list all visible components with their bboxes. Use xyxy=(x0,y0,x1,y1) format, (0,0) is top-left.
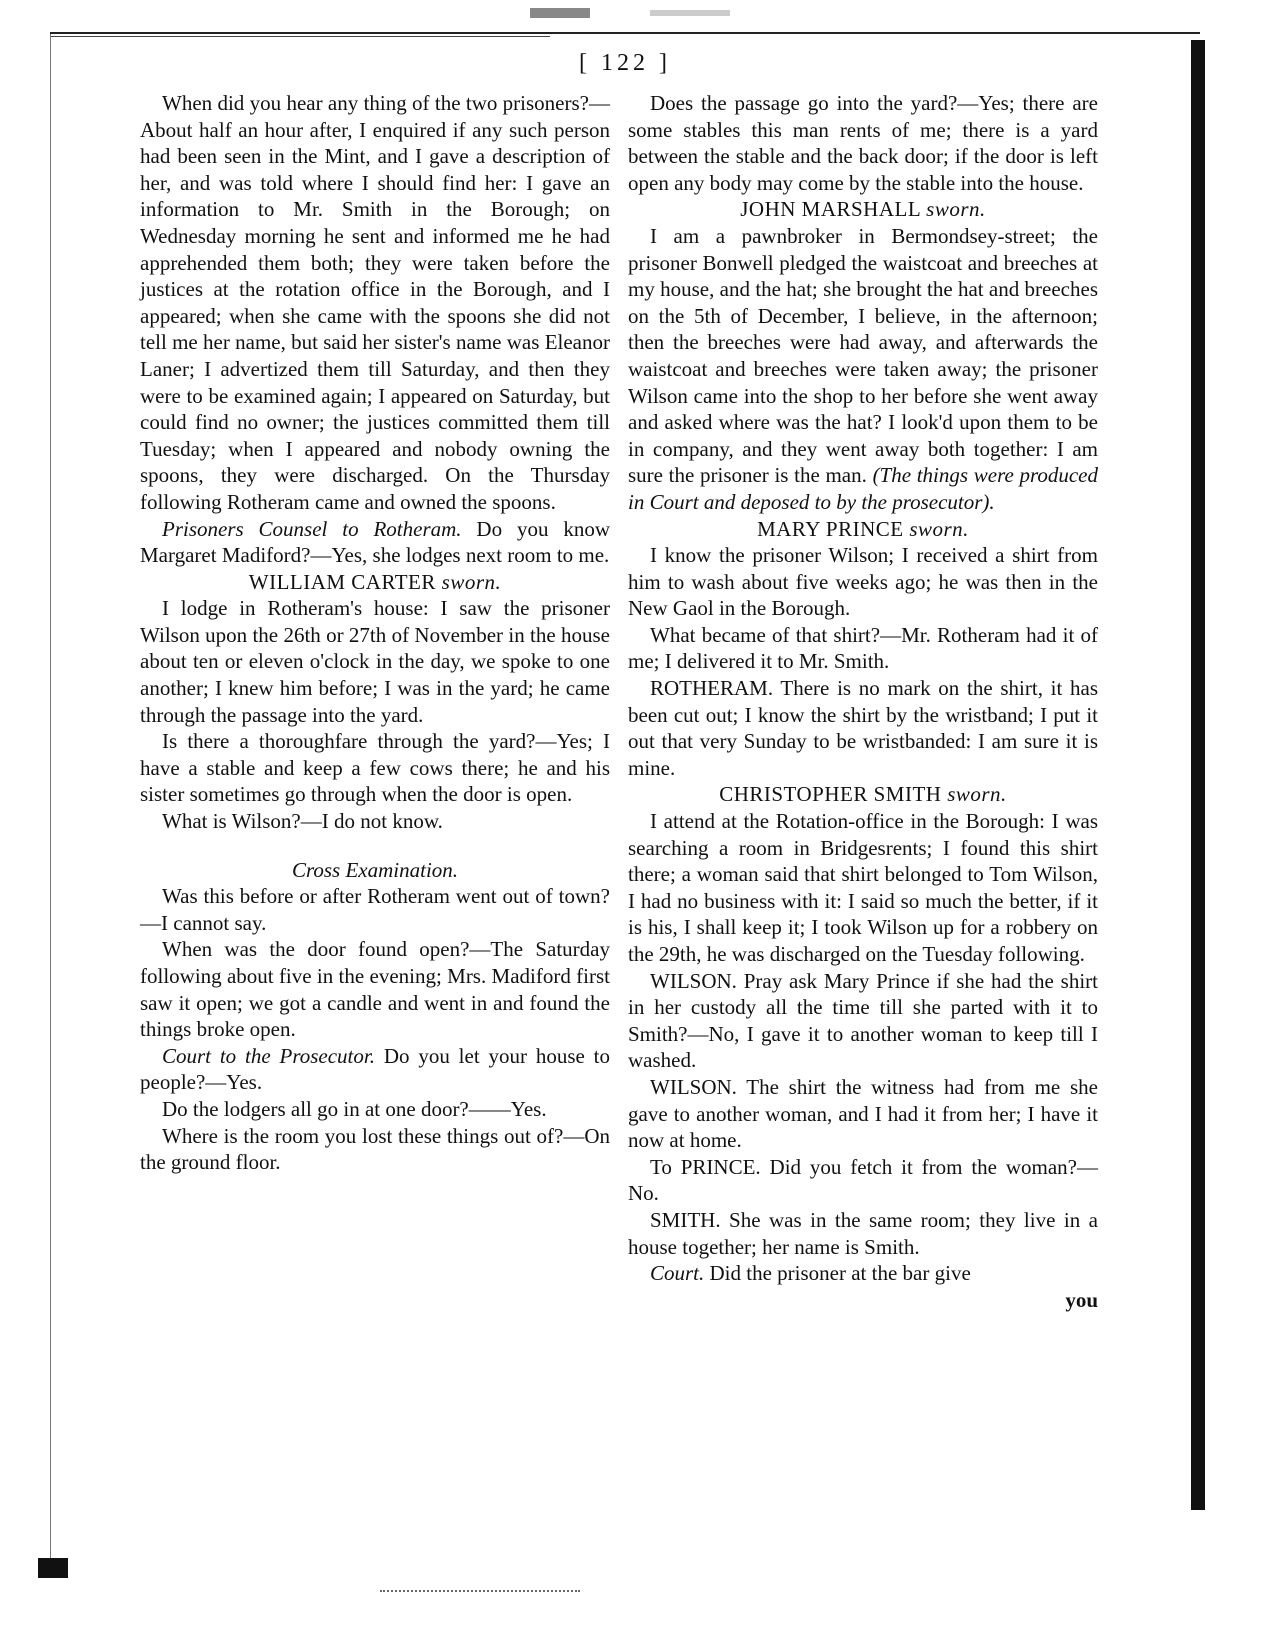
paragraph-text: To PRINCE. Did you fetch it from the woman?—No. xyxy=(628,1154,1098,1206)
speaker-lead: Court to the Prosecutor. xyxy=(162,1043,375,1068)
paragraph xyxy=(140,516,610,569)
paragraph-text: Was this before or after Rotheram went out of town?—I cannot say. xyxy=(140,884,610,935)
paragraph-text: Do you know Margaret Madiford?—Yes, she lodges next room to me. xyxy=(140,516,610,568)
witness-heading xyxy=(628,516,1098,543)
paragraph-text: Do the lodgers all go in at one door?——Yes. xyxy=(162,1096,547,1121)
witness-heading xyxy=(628,781,1098,808)
paragraph xyxy=(628,808,1098,968)
scan-edge-shadow xyxy=(1191,40,1205,1510)
paragraph xyxy=(140,883,610,936)
paragraph-text: When did you hear any thing of the two prisoners?—About half an hour after, I enquired if any such person had been seen in the Mint, and I gave a description of her, and was told where I should find her: I gave an information to Mr. Smith in the Borough; on Wednesday morning he sent and informed me he had apprehended them both; they were taken before the justices at the rotation office in the Borough, and I appeared; when she came with the spoons she did not tell me her name, but said her sister's name was Eleanor Laner; I advertized them till Saturday, and then they were to be examined again; I appeared on Saturday, but could find no owner; the justices committed them till Tuesday; when I appeared and nobody owning the spoons, they were discharged. On the Thursday following Rotheram came and owned the spoons. xyxy=(140,91,610,514)
paragraph xyxy=(628,622,1098,675)
paragraph xyxy=(628,223,1098,516)
paragraph xyxy=(140,1096,610,1123)
paragraph xyxy=(628,1260,1098,1287)
witness-name: CHRISTOPHER SMITH xyxy=(719,782,942,807)
scan-corner-mark xyxy=(38,1558,68,1578)
witness-name: WILLIAM CARTER xyxy=(248,569,436,594)
paragraph xyxy=(628,542,1098,622)
paragraph xyxy=(140,808,610,835)
scan-specks xyxy=(380,1590,580,1594)
paragraph-text: WILSON. The shirt the witness had from me she gave to another woman, and I had it from her; I have it now at home. xyxy=(628,1074,1098,1153)
paragraph-text: I am a pawnbroker in Bermondsey-street; the prisoner Bonwell pledged the waistcoat and breeches at my house, and the hat; she brought the hat and breeches on the 5th of December, I believe, in the afternoon; then the breeches were had away, and afterwards the waistcoat and breeches were taken away; the prisoner Wilson came into the shop to her before she went away and asked where was the hat? I look'd upon them to be in company, and they went away both together: I am sure the prisoner is the man. xyxy=(628,223,1098,488)
witness-heading xyxy=(140,569,610,596)
witness-name: JOHN MARSHALL xyxy=(740,197,921,222)
paragraph xyxy=(628,675,1098,781)
sworn-label: sworn. xyxy=(926,197,986,222)
paragraph-text: What is Wilson?—I do not know. xyxy=(162,809,443,834)
witness-heading xyxy=(628,196,1098,223)
page-border-left xyxy=(50,34,51,1574)
paragraph-text: Did the prisoner at the bar give xyxy=(704,1261,971,1286)
left-column xyxy=(140,90,610,1176)
paragraph-text: Is there a thoroughfare through the yard?—Yes; I have a stable and keep a few cows there; he and his sister sometimes go through when the door is open. xyxy=(140,729,610,807)
paragraph xyxy=(140,1123,610,1176)
catchword: you xyxy=(1065,1287,1098,1312)
paragraph-text: What became of that shirt?—Mr. Rotheram had it of me; I delivered it to Mr. Smith. xyxy=(628,622,1098,674)
page-border-top-inner xyxy=(50,36,550,37)
witness-name: MARY PRINCE xyxy=(757,516,904,541)
paragraph xyxy=(140,728,610,808)
paragraph-text: I attend at the Rotation-office in the Borough: I was searching a room in Bridgesrents; I found this shirt there; a woman said that shirt belonged to Tom Wilson, I had no business with it: I said so much the better, if it is his, I shall keep it; I took Wilson up for a robbery on the 29th, he was discharged on the Tuesday following. xyxy=(628,809,1098,966)
page-border-top xyxy=(50,32,1200,34)
paragraph xyxy=(140,936,610,1042)
paragraph-text: I know the prisoner Wilson; I received a shirt from him to wash about five weeks ago; he was then in the New Gaol in the Borough. xyxy=(628,543,1098,621)
paragraph xyxy=(628,1154,1098,1207)
paragraph xyxy=(140,90,610,516)
page-number: [ 122 ] xyxy=(579,50,671,76)
paragraph-text: ROTHERAM. There is no mark on the shirt, it has been cut out; I know the shirt by the wristband; I put it out that very Sunday to be wristbanded: I am sure it is mine. xyxy=(628,676,1098,780)
section-subheading: Cross Examination. xyxy=(291,857,459,882)
speaker-lead: Prisoners Counsel to Rotheram. xyxy=(162,516,462,541)
paragraph-text: When was the door found open?—The Saturday following about five in the evening; Mrs. Madiford first saw it open; we got a candle and went in and found the things broke open. xyxy=(140,937,610,1042)
paragraph xyxy=(628,968,1098,1074)
speaker-lead: Court. xyxy=(650,1261,705,1286)
sworn-label: sworn. xyxy=(947,782,1007,807)
paragraph-note: (The things were produced in Court and deposed to by the prosecutor). xyxy=(628,463,1098,514)
paragraph xyxy=(628,1074,1098,1154)
paragraph-text: Where is the room you lost these things out of?—On the ground floor. xyxy=(140,1123,610,1175)
paragraph xyxy=(628,1207,1098,1260)
paragraph xyxy=(628,90,1098,196)
paragraph-text: WILSON. Pray ask Mary Prince if she had the shirt in her custody all the time till she parted with it to Smith?—No, I gave it to another woman to keep till I washed. xyxy=(628,968,1098,1073)
paragraph-text: Do you let your house to people?—Yes. xyxy=(140,1043,610,1095)
right-column xyxy=(628,90,1098,1313)
paragraph xyxy=(140,595,610,728)
paragraph-text: SMITH. She was in the same room; they live in a house together; her name is Smith. xyxy=(628,1207,1098,1259)
scan-smudge xyxy=(530,8,590,18)
sworn-label: sworn. xyxy=(441,569,502,594)
paragraph-text: I lodge in Rotheram's house: I saw the prisoner Wilson upon the 26th or 27th of November in the house about ten or eleven o'clock in the day, we spoke to one another; I knew him before; I was in the yard; he came through the passage into the yard. xyxy=(140,596,610,727)
scan-smudge xyxy=(650,10,730,16)
sworn-label: sworn. xyxy=(909,516,969,541)
paragraph-text: Does the passage go into the yard?—Yes; there are some stables this man rents of me; there is a yard between the stable and the back door; if the door is left open any body may come by the stable into the house. xyxy=(628,91,1098,195)
paragraph xyxy=(140,1043,610,1096)
